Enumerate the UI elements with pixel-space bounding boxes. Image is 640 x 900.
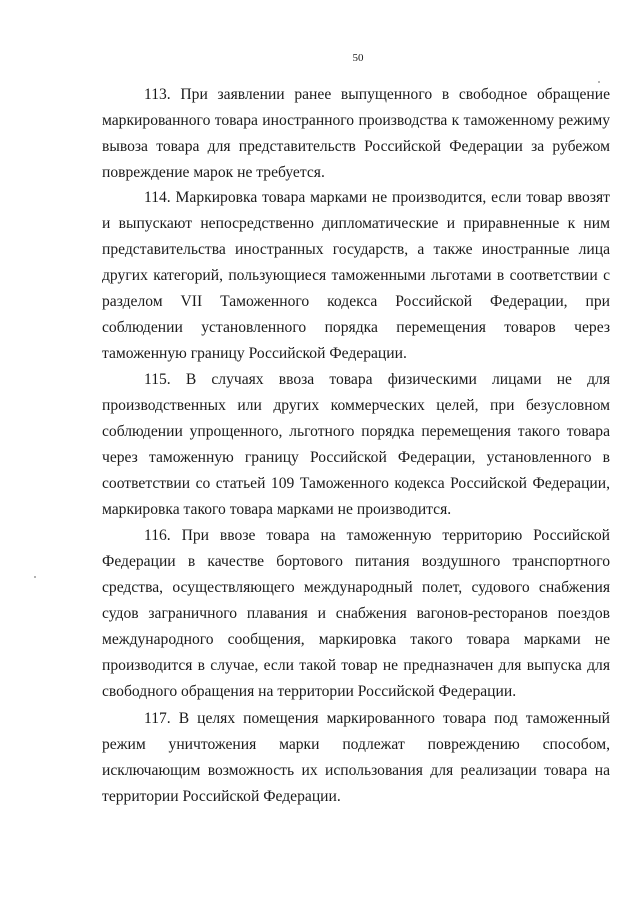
paragraph-116: 116. При ввозе товара на таможенную территорию Российской Федерации в качестве бортового питания воздушного транспортного средства, осуществляющего международный полет, судового снабжения судов заграничного плавания и снабжения вагонов-ресторанов поездов международного сообщения, маркировка такого товара марками не производится в случае, если такой товар не предназначен для выпуска для свободного обращения на территории Российской Федерации.	[102, 527, 610, 700]
paragraph-115: 115. В случаях ввоза товара физическими лицами не для производственных или других коммерческих целей, при безусловном соблюдении упрощенного, льготного порядка перемещения такого товара через таможенную границу Российской Федерации, установленного в соответствии со статьей 109 Таможенного кодекса Российской Федерации, маркировка такого товара марками не производится.	[102, 371, 610, 518]
page-number: 50	[352, 52, 364, 64]
scan-speck	[598, 81, 600, 83]
paragraph-114: 114. Маркировка товара марками не производится, если товар ввозят и выпускают непосредственно дипломатические и приравненные к ним представительства иностранных государств, а также иностранные лица других категорий, пользующиеся таможенными льготами в соответствии с разделом VII Таможенного кодекса Российской Федерации, при соблюдении установленного порядка перемещения товаров через таможенную границу Российской Федерации.	[102, 189, 610, 362]
scan-speck	[34, 576, 36, 578]
paragraph-117: 117. В целях помещения маркированного товара под таможенный режим уничтожения марки подлежат повреждению способом, исключающим возможность их использования для реализации товара на территории Российской Федерации.	[102, 710, 610, 805]
paragraph-113: 113. При заявлении ранее выпущенного в свободное обращение маркированного товара иностранного производства к таможенному режиму вывоза товара для представительств Российской Федерации за рубежом повреждение марок не требуется.	[102, 86, 610, 181]
